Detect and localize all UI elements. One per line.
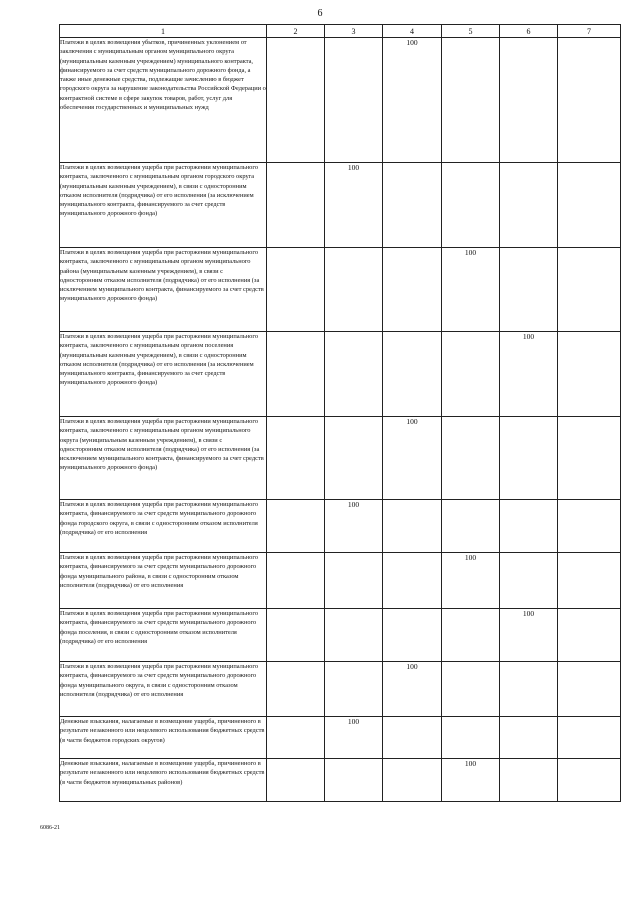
percent-cell — [267, 717, 325, 759]
percent-cell — [383, 332, 442, 417]
percent-cell — [325, 609, 383, 662]
percent-cell — [267, 662, 325, 717]
percent-cell: 100 — [383, 417, 442, 500]
percent-cell — [558, 553, 621, 609]
percent-cell — [558, 609, 621, 662]
percent-cell — [500, 553, 558, 609]
table-row — [60, 717, 621, 759]
table-row — [60, 417, 621, 500]
percent-cell — [558, 500, 621, 553]
percent-cell — [500, 163, 558, 248]
percent-cell — [442, 717, 500, 759]
payment-description: Платежи в целях возмещения ущерба при расторжении муниципального контракта, финансируемого за счет средств муниципального дорожного фонда муниципального района, в связи с односторонним отказом исполнителя (подрядчика) от его исполнения — [60, 553, 267, 609]
column-header: 2 — [267, 25, 325, 38]
column-header: 5 — [442, 25, 500, 38]
percent-cell — [267, 163, 325, 248]
percent-cell — [383, 248, 442, 332]
percent-cell: 100 — [325, 717, 383, 759]
percent-cell — [325, 417, 383, 500]
percent-cell — [558, 662, 621, 717]
payment-description: Платежи в целях возмещения ущерба при расторжении муниципального контракта, заключенного с муниципальным органом городского округа (муниципальным казенным учреждением), в связи с односторонним отказом исполнителя (подрядчика) от его исполнения (за исключением муниципального контракта, финансируемого за счет средств муниципального дорожного фонда) — [60, 163, 267, 248]
payment-description: Платежи в целях возмещения убытков, причиненных уклонением от заключения с муниципальным органом муниципального округа (муниципальным казенным учреждением) муниципального контракта, финансируемого за счет средств муниципального дорожного фонда, а также иные денежные средства, подлежащие зачислению в бюджет городского округа за нарушение законодательства Российской Федерации о контрактной системе в сфере закупок товаров, работ, услуг для обеспечения государственных и муниципальных нужд — [60, 38, 267, 163]
percent-cell — [442, 609, 500, 662]
percent-cell: 100 — [442, 553, 500, 609]
percent-cell — [558, 38, 621, 163]
percent-cell — [500, 662, 558, 717]
percent-cell — [558, 248, 621, 332]
percent-cell — [500, 759, 558, 802]
percent-cell — [500, 38, 558, 163]
percent-cell — [500, 248, 558, 332]
payment-description: Денежные взыскания, налагаемые в возмещение ущерба, причиненного в результате незаконного или нецелевого использования бюджетных средств (в части бюджетов городских округов) — [60, 717, 267, 759]
column-header: 7 — [558, 25, 621, 38]
table-row — [60, 38, 621, 163]
column-header: 3 — [325, 25, 383, 38]
percent-cell: 100 — [325, 500, 383, 553]
payment-description: Платежи в целях возмещения ущерба при расторжении муниципального контракта, заключенного с муниципальным органом муниципального района (муниципальным казенным учреждением), в связи с односторонним отказом исполнителя (подрядчика) от его исполнения (за исключением муниципального контракта, финансируемого за счет средств муниципального дорожного фонда) — [60, 248, 267, 332]
table-row — [60, 332, 621, 417]
table-row — [60, 500, 621, 553]
percent-cell — [500, 417, 558, 500]
header-row — [60, 25, 621, 38]
percent-cell — [442, 417, 500, 500]
payment-description: Платежи в целях возмещения ущерба при расторжении муниципального контракта, финансируемого за счет средств муниципального дорожного фонда поселения, в связи с односторонним отказом исполнителя (подрядчика) от его исполнения — [60, 609, 267, 662]
percent-cell — [383, 717, 442, 759]
percent-cell — [442, 500, 500, 553]
percent-cell — [267, 38, 325, 163]
percent-cell: 100 — [383, 662, 442, 717]
table-row — [60, 759, 621, 802]
percent-cell — [500, 717, 558, 759]
percent-cell — [267, 500, 325, 553]
percent-cell — [325, 553, 383, 609]
page-number: 6 — [317, 8, 323, 19]
percent-cell: 100 — [500, 609, 558, 662]
percent-cell — [383, 553, 442, 609]
percent-cell — [442, 332, 500, 417]
payment-description: Платежи в целях возмещения ущерба при расторжении муниципального контракта, заключенного с муниципальным органом поселения (муниципальным казенным учреждением), в связи с односторонним отказом исполнителя (подрядчика) от его исполнения (за исключением муниципального контракта, финансируемого за счет средств муниципального дорожного фонда) — [60, 332, 267, 417]
distribution-table — [59, 24, 621, 802]
table-row — [60, 553, 621, 609]
percent-cell — [267, 609, 325, 662]
percent-cell — [325, 662, 383, 717]
percent-cell — [267, 248, 325, 332]
percent-cell: 100 — [383, 38, 442, 163]
percent-cell — [500, 500, 558, 553]
percent-cell — [325, 38, 383, 163]
table-row — [60, 163, 621, 248]
table-row — [60, 609, 621, 662]
payment-description: Платежи в целях возмещения ущерба при расторжении муниципального контракта, финансируемого за счет средств муниципального дорожного фонда муниципального округа, в связи с односторонним отказом исполнителя (подрядчика) от его исполнения — [60, 662, 267, 717]
percent-cell: 100 — [325, 163, 383, 248]
percent-cell — [267, 759, 325, 802]
percent-cell — [558, 717, 621, 759]
percent-cell — [267, 417, 325, 500]
table-row — [60, 662, 621, 717]
percent-cell — [383, 609, 442, 662]
column-header: 4 — [383, 25, 442, 38]
payment-description: Платежи в целях возмещения ущерба при расторжении муниципального контракта, финансируемого за счет средств муниципального дорожного фонда городского округа, в связи с односторонним отказом исполнителя (подрядчика) от его исполнения — [60, 500, 267, 553]
percent-cell — [558, 759, 621, 802]
percent-cell: 100 — [442, 759, 500, 802]
percent-cell — [325, 332, 383, 417]
payment-description: Платежи в целях возмещения ущерба при расторжении муниципального контракта, заключенного с муниципальным органом муниципального округа (муниципальным казенным учреждением), в связи с односторонним отказом исполнителя (подрядчика) от его исполнения (за исключением муниципального контракта, финансируемого за счет средств муниципального дорожного фонда) — [60, 417, 267, 500]
percent-cell — [442, 163, 500, 248]
percent-cell — [325, 248, 383, 332]
percent-cell — [442, 38, 500, 163]
percent-cell: 100 — [500, 332, 558, 417]
percent-cell — [383, 163, 442, 248]
document-code: 6086-21 — [40, 825, 60, 831]
percent-cell — [325, 759, 383, 802]
column-header: 1 — [60, 25, 267, 38]
percent-cell — [383, 759, 442, 802]
percent-cell — [267, 332, 325, 417]
table-body — [60, 38, 621, 802]
percent-cell — [267, 553, 325, 609]
percent-cell — [558, 332, 621, 417]
column-header: 6 — [500, 25, 558, 38]
percent-cell — [558, 163, 621, 248]
payment-description: Денежные взыскания, налагаемые в возмещение ущерба, причиненного в результате незаконного или нецелевого использования бюджетных средств (в части бюджетов муниципальных районов) — [60, 759, 267, 802]
percent-cell — [442, 662, 500, 717]
percent-cell — [383, 500, 442, 553]
percent-cell — [558, 417, 621, 500]
percent-cell: 100 — [442, 248, 500, 332]
table-row — [60, 248, 621, 332]
